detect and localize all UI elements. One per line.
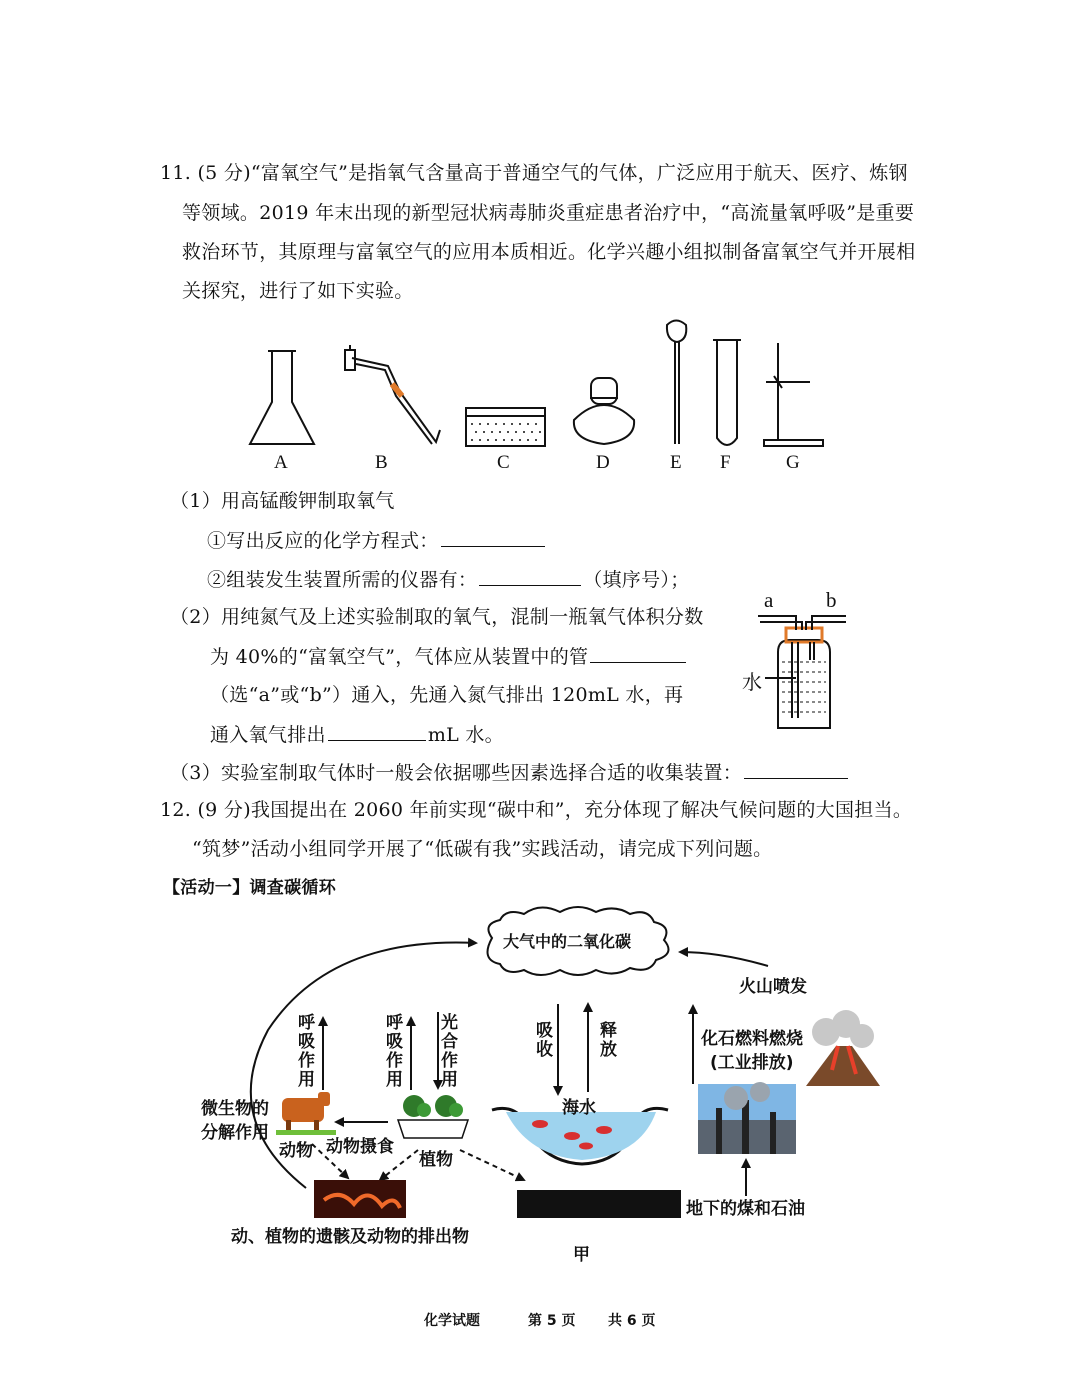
q11-part-2-line-3: （选“a”或“b”）通入，先通入氮气排出 120mL 水，再 xyxy=(210,684,684,706)
q11-part-1b-suffix: （填序号）； xyxy=(583,569,690,591)
animal-label: 动物 xyxy=(279,1141,313,1161)
plant-icon xyxy=(398,1095,468,1138)
cloud-label: 大气中的二氧化碳 xyxy=(503,932,632,951)
apparatus-label: B xyxy=(375,452,388,473)
apparatus-label: C xyxy=(497,452,510,473)
q11-part-2-line-1: （2）用纯氮气及上述实验制取的氧气，混制一瓶氧气体积分数 xyxy=(170,606,704,628)
apparatus-label: G xyxy=(786,452,800,473)
coal-oil-label: 地下的煤和石油 xyxy=(686,1199,805,1219)
sea-label: 海水 xyxy=(562,1098,596,1118)
footer-page: 第 5 页 xyxy=(528,1313,576,1329)
activity-heading: 【活动一】调查碳循环 xyxy=(163,878,336,898)
absorb-label: 吸收 xyxy=(536,1021,553,1060)
fossil-fuel-label: 化石燃料燃烧 xyxy=(701,1029,803,1049)
q12-line-2: “筑梦”活动小组同学开展了“低碳有我”实践活动，请完成下列问题。 xyxy=(192,838,773,860)
apparatus-label: A xyxy=(274,452,288,473)
q11-part-3-text: （3）实验室制取气体时一般会依据哪些因素选择合适的收集装置： xyxy=(170,762,743,784)
animal-eat-label: 动物摄食 xyxy=(326,1137,394,1157)
plant-label: 植物 xyxy=(419,1150,453,1170)
q11-part-1: （1）用高锰酸钾制取氧气 xyxy=(170,490,395,512)
bottle-label-b: b xyxy=(826,588,837,612)
microbe-label-1: 微生物的 xyxy=(201,1099,269,1119)
q11-part-1b-text: ②组装发生装置所需的仪器有： xyxy=(207,569,478,591)
bottle-label-a: a xyxy=(764,588,774,612)
bottle-label-water: 水 xyxy=(742,672,762,694)
apparatus-label: E xyxy=(670,452,682,473)
animal-respiration-label: 呼吸作用 xyxy=(298,1013,315,1090)
q11-part-2-line-4-text: 通入氧气排出 xyxy=(210,724,326,746)
q11-part-2-line-2-text: 为 40%的“富氧空气”，气体应从装置中的管 xyxy=(210,646,589,668)
q11-part-2-line-4-suffix: mL 水。 xyxy=(427,724,504,746)
volcano-label: 火山喷发 xyxy=(739,977,807,997)
factory-icon xyxy=(698,1082,796,1154)
microbe-label-2: 分解作用 xyxy=(201,1123,269,1143)
q12-line-1: 12. (9 分)我国提出在 2060 年前实现“碳中和”，充分体现了解决气候问题的大国担当。 xyxy=(160,799,913,821)
volcano-icon xyxy=(806,1010,880,1086)
q11-part-1a-text: ①写出反应的化学方程式： xyxy=(207,530,439,552)
q11-line-1: 11. (5 分)“富氧空气”是指氧气含量高于普通空气的气体，广泛应用于航天、医疗、炼钢 xyxy=(160,162,908,184)
footer-total: 共 6 页 xyxy=(608,1313,656,1329)
photosynthesis-label: 光合作用 xyxy=(441,1013,458,1090)
q11-line-4: 关探究，进行了如下实验。 xyxy=(182,280,414,302)
apparatus-label: D xyxy=(596,452,610,473)
remains-label: 动、植物的遗骸及动物的排出物 xyxy=(231,1227,469,1247)
jia-label: 甲 xyxy=(573,1245,590,1265)
q11-line-2: 等领域。2019 年末出现的新型冠状病毒肺炎重症患者治疗中，“高流量氧呼吸”是重要 xyxy=(182,202,915,224)
plant-respiration-label: 呼吸作用 xyxy=(386,1013,403,1090)
animal-icon xyxy=(276,1092,336,1135)
industrial-emission-label: (工业排放) xyxy=(710,1053,794,1073)
release-label: 释放 xyxy=(600,1021,617,1060)
apparatus-label: F xyxy=(720,452,731,473)
jia-bar xyxy=(517,1190,681,1218)
footer-subject: 化学试题 xyxy=(424,1313,480,1329)
q11-line-3: 救治环节，其原理与富氧空气的应用本质相近。化学兴趣小组拟制备富氧空气并开展相 xyxy=(182,241,916,263)
